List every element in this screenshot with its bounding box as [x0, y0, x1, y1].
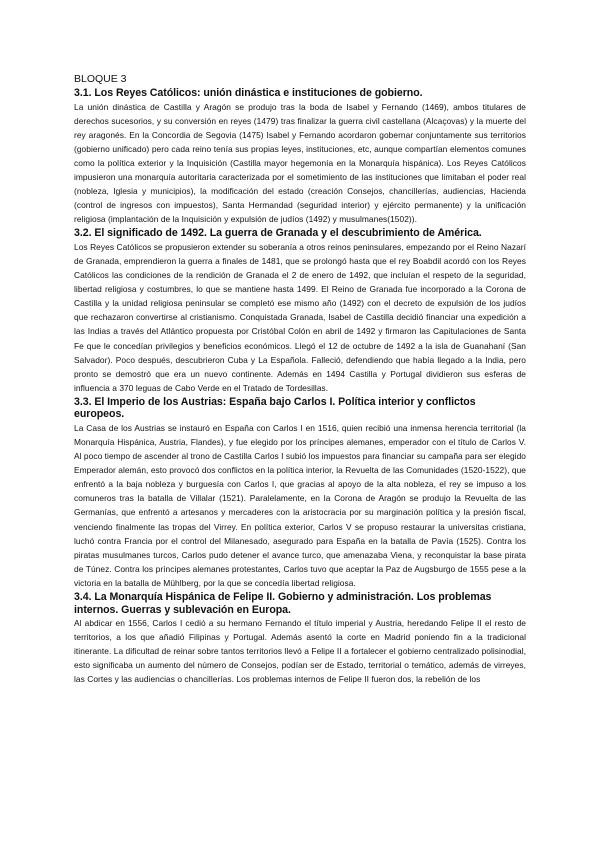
block-label: BLOQUE 3: [74, 73, 127, 85]
section-title-3-4: 3.4. La Monarquía Hispánica de Felipe II. Gobierno y administración. Los problemas internos. Guerras y sublevación en Europa.: [74, 591, 492, 616]
document-body: [74, 73, 526, 687]
section-text-3-3: La Casa de los Austrias se instauró en España con Carlos I en 1516, quien recibió una inmensa herencia territorial (la Monarquía Hispánica, Austria, Flandes), y fue elegido por los príncipes alemanes, emperador con el título de Carlos V. Al poco tiempo de ascender al trono de Castilla Carlos I subió los impuestos para financiar su campaña para ser elegido Emperador alemán, esto provocó dos conflictos en la política interior, la Revuelta de las Comunidades (1520-1522), que enfrentó a la baja nobleza y burguesía con Carlos I, que gracias al apoyo de la alta nobleza, el rey se impuso a los comuneros tras la batalla de Villalar (1521). Paralelamente, en la Corona de Aragón se produjo la Revuelta de las Germanías, que enfrentó a artesanos y mercaderes con la aristocracia por su marginación política y la presión fiscal, venciendo finalmente las tropas del Virrey. En política exterior, Carlos V se propuso restaurar la universitas cristiana, luchó contra Francia por el control del Milanesado, asegurado para España en la batalla de Pavía (1525). Contra los piratas musulmanes turcos, Carlos pudo detener el avance turco, que amenazaba Viena, y reconquistar la base pirata de Túnez. Contra los príncipes alemanes protestantes, Carlos tuvo que aceptar la Paz de Augsburgo de 1555 pese a la victoria en la batalla de Mühlberg, por la que se concedía libertad religiosa.: [74, 422, 526, 588]
section-text-3-1: La unión dinástica de Castilla y Aragón se produjo tras la boda de Isabel y Fernando (1469), ambos titulares de derechos sucesorios, y su conversión en reyes (1479) tras finalizar la guerra civil castellana (Alcaçovas) y la muerte del rey aragonés. En la Concordia de Segovia (1475) Isabel y Fernando acordaron gobernar conjuntamente sus territorios (gobierno unificado) pero cada reino tenía sus propias leyes, instituciones, etc, aunque compartían elementos comunes como la política exterior y la Inquisición (Castilla mayor hegemonía en la Monarquía hispánica). Los Reyes Católicos impusieron una monarquía autoritaria caracterizada por el sometimiento de las instituciones que limitaban el poder real (nobleza, Iglesia y municipios), la modificación del estado (creación Consejos, chancillerías, audiencias, Hacienda (control de ingresos con impuestos), Santa Hermandad (seguridad interior) y ejército permanente) y la unificación religiosa (implantación de la Inquisición y expulsión de judíos (1492) y musulmanes(1502)).: [74, 101, 526, 225]
section-text-3-2: Los Reyes Católicos se propusieron extender su soberanía a otros reinos peninsulares, empezando por el Reino Nazarí de Granada, emprendieron la guerra a finales de 1481, que se prolongó hasta que el rey Boabdil acordó con los Reyes Católicos las condiciones de la rendición de Granada el 2 de enero de 1492, que incluían el respeto de la seguridad, libertad religiosa y costumbres, lo que se mantiene hasta 1499. El Reino de Granada fue incorporado a la Corona de Castilla y la unidad religiosa peninsular se completó ese mismo año (1492) con el decreto de expulsión de los judíos que rechazaron convertirse al cristianismo. Conquistada Granada, Isabel de Castilla decidió financiar una expedición a las Indias a través del Atlántico propuesta por Cristóbal Colón en abril de 1492 y firmaron las Capitulaciones de Santa Fe que le concedían privilegios y beneficios económicos. Llegó el 12 de octubre de 1492 a la isla de Guanahaní (San Salvador). Poco después, descubrieron Cuba y La Española. Falleció, defendiendo que había llegado a la India, pero pronto se demostró que era un nuevo continente. Además en 1494 Castilla y Portugal dividieron sus esferas de influencia a 370 leguas de Cabo Verde en el Tratado de Tordesillas.: [74, 241, 526, 393]
section-text-3-4: Al abdicar en 1556, Carlos I cedió a su hermano Fernando el título imperial y Austria, heredando Felipe II el resto de territorios, a los que añadió Filipinas y Portugal. Además asentó la corte en Madrid poniendo fin a la tradicional itinerante. La dificultad de reinar sobre tantos territorios llevó a Felipe II a fortalecer el gobierno centralizado polisinodial, esto significaba un aumento del número de Consejos, podían ser de Estado, territorial o temático, además de virreyes, las Cortes y las audiencias o chancillerías. Los problemas internos de Felipe II fueron dos, la rebelión de los: [74, 618, 526, 685]
section-title-3-3: 3.3. El Imperio de los Austrias: España bajo Carlos I. Política interior y conflictos europeos.: [74, 395, 476, 421]
section-title-3-1: 3.1. Los Reyes Católicos: unión dinástica e instituciones de gobierno.: [74, 87, 423, 99]
section-title-3-2: 3.2. El significado de 1492. La guerra de Granada y el descubrimiento de América.: [74, 227, 482, 240]
